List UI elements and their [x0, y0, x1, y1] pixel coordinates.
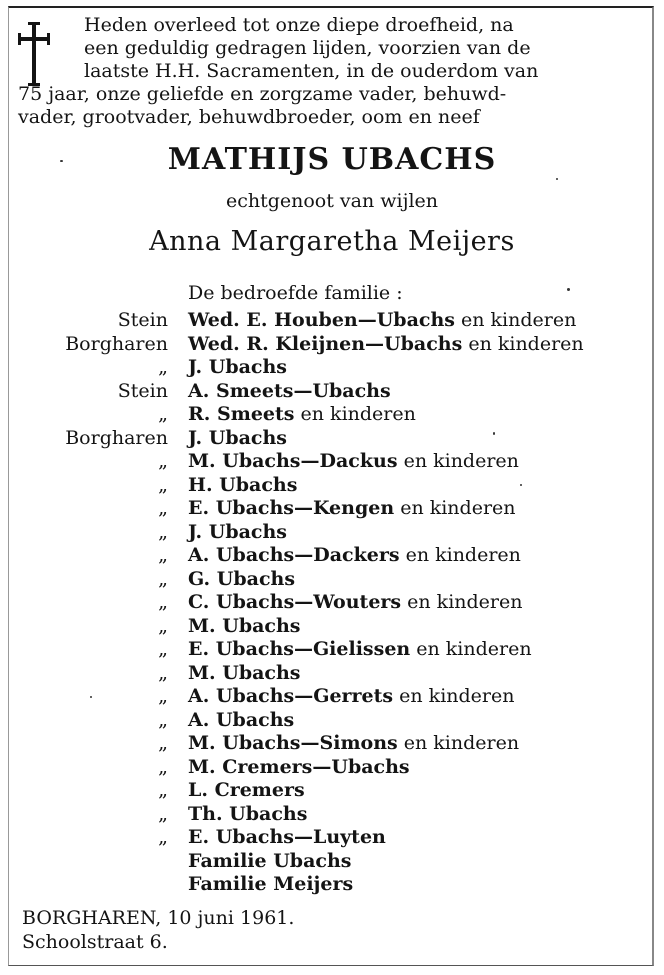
member-name: Wed. R. Kleijnen—Ubachs: [188, 332, 463, 355]
place-date: BORGHAREN, 10 juni 1961.: [22, 907, 295, 929]
member-name: R. Smeets: [188, 403, 295, 425]
member-name: M. Cremers—Ubachs: [188, 755, 410, 778]
family-place: „: [158, 802, 168, 825]
family-place: „: [158, 544, 168, 566]
member-suffix: en kinderen: [401, 591, 523, 613]
family-member: [188, 756, 410, 780]
family-place: „: [158, 685, 168, 707]
family-member: [188, 662, 301, 686]
spouse-name: Anna Margaretha Meijers: [149, 226, 515, 257]
family-row: [0, 356, 664, 380]
family-place: „: [158, 708, 168, 731]
member-name: Wed. E. Houben—Ubachs: [188, 309, 455, 331]
intro-line: Heden overleed tot onze diepe droefheid, na: [84, 14, 514, 36]
member-suffix: en kinderen: [410, 638, 532, 660]
family-member: [188, 732, 519, 756]
print-speck: [520, 484, 522, 486]
family-member: [188, 356, 287, 380]
family-member: [188, 333, 584, 357]
family-row: [0, 497, 664, 521]
member-name: A. Ubachs: [188, 708, 295, 731]
family-row: [0, 803, 664, 827]
member-suffix: en kinderen: [454, 309, 577, 331]
family-place: „: [158, 732, 168, 754]
member-name: M. Ubachs—Dackus: [188, 450, 398, 472]
family-row: [0, 779, 664, 803]
print-speck: [60, 160, 63, 162]
family-member: [188, 450, 519, 474]
family-place: Stein: [117, 309, 168, 331]
family-member: [188, 638, 532, 662]
family-row: [0, 544, 664, 568]
family-member: [188, 873, 353, 897]
member-name: E. Ubachs—Gielissen: [188, 638, 411, 660]
address: Schoolstraat 6.: [22, 931, 168, 953]
family-list: [0, 309, 664, 897]
announcement-text: [18, 14, 638, 129]
family-member: [188, 427, 287, 451]
family-member: [188, 568, 295, 592]
family-row: [0, 756, 664, 780]
family-place: „: [158, 473, 168, 496]
family-row: [0, 732, 664, 756]
member-suffix: en kinderen: [399, 544, 521, 566]
member-suffix: en kinderen: [294, 403, 416, 425]
family-place: Borgharen: [65, 426, 168, 449]
family-member: [188, 826, 386, 850]
member-name: A. Smeets—Ubachs: [188, 379, 391, 402]
family-place: „: [158, 638, 168, 660]
family-row: [0, 873, 664, 897]
family-row: [0, 403, 664, 427]
intro-line: een geduldig gedragen lijden, voorzien van de: [84, 37, 531, 59]
family-place: „: [158, 356, 168, 378]
family-place: „: [158, 567, 168, 590]
family-place: Borgharen: [65, 332, 168, 355]
family-member: [188, 591, 522, 615]
family-place: „: [158, 755, 168, 778]
member-name: G. Ubachs: [188, 567, 296, 590]
family-place: „: [158, 450, 168, 472]
member-name: L. Cremers: [188, 779, 305, 801]
footer: [22, 906, 294, 954]
family-place: „: [158, 614, 168, 637]
family-member: [188, 709, 294, 733]
family-row: [0, 662, 664, 686]
member-name: E. Ubachs—Luyten: [188, 826, 386, 848]
member-suffix: en kinderen: [393, 685, 515, 707]
member-name: J. Ubachs: [188, 520, 287, 543]
family-member: [188, 779, 305, 803]
member-name: Familie Meijers: [188, 873, 354, 895]
family-place: „: [158, 826, 168, 848]
member-name: A. Ubachs—Dackers: [188, 544, 400, 566]
member-name: M. Ubachs: [188, 661, 301, 684]
family-header: De bedroefde familie :: [188, 282, 403, 304]
family-member: [188, 380, 391, 404]
family-row: [0, 638, 664, 662]
member-name: M. Ubachs—Simons: [188, 732, 398, 754]
deceased-name: MATHIJS UBACHS: [167, 142, 497, 177]
member-name: Familie Ubachs: [188, 849, 352, 872]
member-suffix: en kinderen: [462, 332, 584, 355]
print-speck: [493, 432, 495, 435]
family-row: [0, 333, 664, 357]
family-row: [0, 850, 664, 874]
family-member: [188, 497, 516, 521]
family-place: „: [158, 779, 168, 801]
member-name: A. Ubachs—Gerrets: [188, 685, 394, 707]
family-place: „: [158, 403, 168, 425]
family-row: [0, 615, 664, 639]
intro-line: 75 jaar, onze geliefde en zorgzame vader, behuwd-: [18, 83, 507, 105]
family-row: [0, 450, 664, 474]
member-name: H. Ubachs: [188, 473, 298, 496]
member-name: J. Ubachs: [188, 356, 287, 378]
print-speck: [567, 288, 570, 291]
spouse-label: echtgenoot van wijlen: [225, 190, 439, 212]
family-place: „: [158, 661, 168, 684]
member-suffix: en kinderen: [397, 450, 519, 472]
family-row: [0, 521, 664, 545]
family-row: [0, 591, 664, 615]
member-name: C. Ubachs—Wouters: [188, 591, 402, 613]
print-speck: [556, 178, 558, 180]
family-place: „: [158, 591, 168, 613]
member-name: M. Ubachs: [188, 614, 301, 637]
member-name: J. Ubachs: [188, 426, 287, 449]
family-row: [0, 380, 664, 404]
family-place: „: [158, 520, 168, 543]
family-row: [0, 709, 664, 733]
family-row: [0, 685, 664, 709]
intro-line: laatste H.H. Sacramenten, in de ouderdom van: [84, 60, 539, 82]
intro-line: vader, grootvader, behuwdbroeder, oom en neef: [18, 106, 480, 128]
print-speck: [90, 696, 92, 698]
member-name: E. Ubachs—Kengen: [188, 497, 395, 519]
family-member: [188, 803, 307, 827]
member-suffix: en kinderen: [397, 732, 520, 754]
family-row: [0, 427, 664, 451]
family-place: Stein: [117, 379, 168, 402]
family-row: [0, 826, 664, 850]
family-member: [188, 850, 351, 874]
family-place: „: [158, 497, 168, 519]
member-suffix: en kinderen: [394, 497, 516, 519]
family-member: [188, 544, 521, 568]
family-member: [188, 474, 297, 498]
family-member: [188, 309, 576, 333]
family-row: [0, 568, 664, 592]
family-member: [188, 615, 301, 639]
member-name: Th. Ubachs: [188, 802, 308, 825]
family-row: [0, 309, 664, 333]
family-member: [188, 403, 416, 427]
family-member: [188, 521, 287, 545]
family-member: [188, 685, 514, 709]
family-row: [0, 474, 664, 498]
